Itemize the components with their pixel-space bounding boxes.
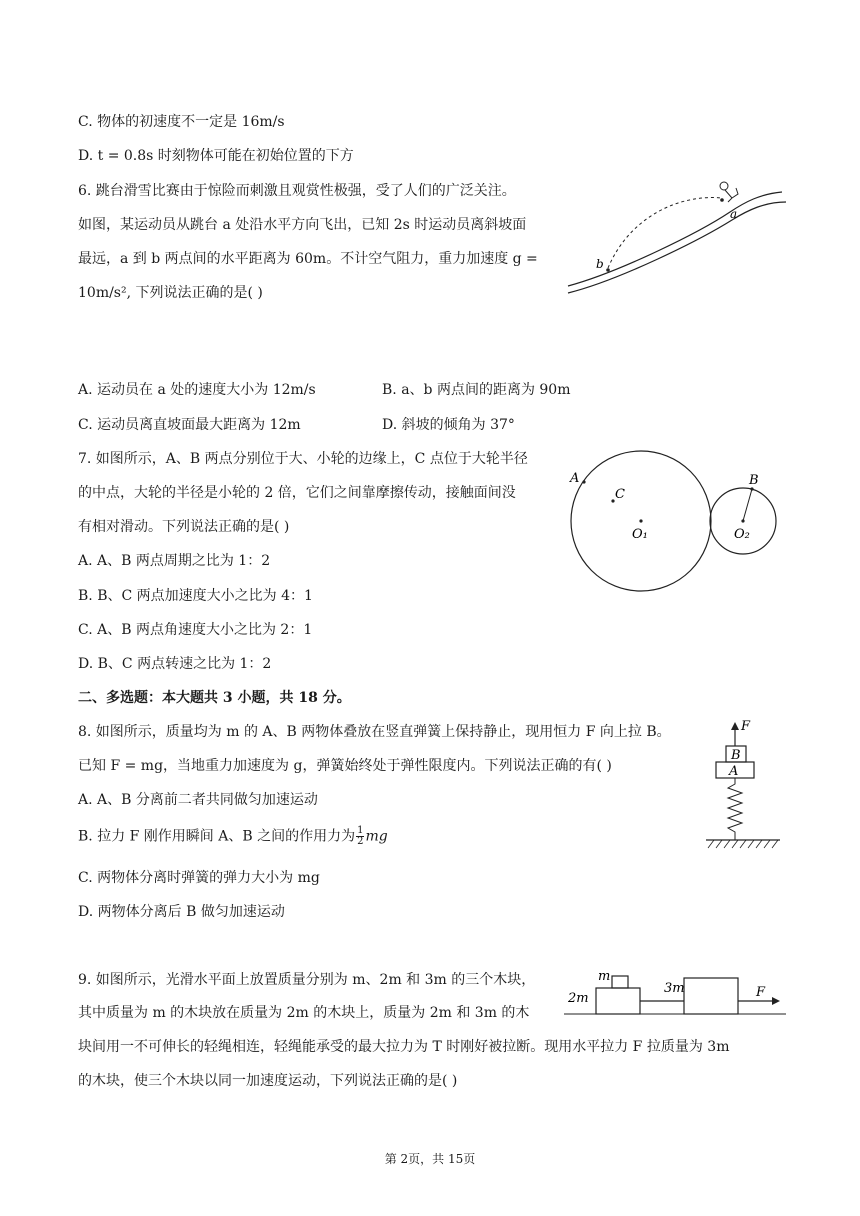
q9-stem-line1: 9. 如图所示，光滑水平面上放置质量分别为 m、2m 和 3m 的三个木块， bbox=[78, 972, 536, 988]
q8-stem-line1: 8. 如图所示，质量均为 m 的 A、B 两物体叠放在竖直弹簧上保持静止，现用恒力 F 向上拉 B。 bbox=[78, 724, 671, 740]
fraction-numerator: 1 bbox=[357, 825, 364, 836]
q8-option-c: C. 两物体分离时弹簧的弹力大小为 mg bbox=[78, 870, 320, 886]
force-label-f-horizontal: F bbox=[756, 985, 766, 1000]
q7-stem-line2: 的中点，大轮的半径是小轮的 2 倍，它们之间靠摩擦传动，接触面间没 bbox=[78, 485, 516, 501]
q7-option-c: C. A、B 两点角速度大小之比为 2：1 bbox=[78, 622, 313, 638]
q6-stem-line3: 最远，a 到 b 两点间的水平距离为 60m。不计空气阻力，重力加速度 g = bbox=[78, 251, 538, 267]
wheel-label-b: B bbox=[749, 473, 759, 488]
ski-label-b: b bbox=[596, 257, 604, 271]
q6-stem-line1: 6. 跳台滑雪比赛由于惊险而刺激且观赏性极强，受了人们的广泛关注。 bbox=[78, 183, 516, 199]
q5-option-c: C. 物体的初速度不一定是 16m/s bbox=[78, 114, 285, 130]
block-label-3m: 3m bbox=[664, 981, 685, 996]
q8-option-a: A. A、B 分离前二者共同做匀加速运动 bbox=[78, 792, 318, 808]
block-label-a: A bbox=[729, 764, 739, 779]
fraction-half bbox=[356, 826, 364, 847]
q6-option-c: C. 运动员离直坡面最大距离为 12m bbox=[78, 417, 301, 433]
q5-option-d: D. t = 0.8s 时刻物体可能在初始位置的下方 bbox=[78, 148, 354, 164]
q7-stem-line3: 有相对滑动。下列说法正确的是( ) bbox=[78, 519, 290, 535]
q8-option-b-unit: mg bbox=[365, 828, 388, 845]
q7-option-b: B. B、C 两点加速度大小之比为 4：1 bbox=[78, 588, 313, 604]
q6-option-a: A. 运动员在 a 处的速度大小为 12m/s bbox=[78, 382, 316, 398]
page-footer: 第 2页，共 15页 bbox=[384, 1152, 476, 1166]
wheel-label-o1: O₁ bbox=[632, 527, 648, 542]
q8-stem-line2: 已知 F = mg，当地重力加速度为 g，弹簧始终处于弹性限度内。下列说法正确的有( ) bbox=[78, 758, 612, 774]
q9-stem-line2: 其中质量为 m 的木块放在质量为 2m 的木块上，质量为 2m 和 3m 的木 bbox=[78, 1005, 530, 1021]
spring-blocks-figure bbox=[704, 716, 784, 852]
q7-option-d: D. B、C 两点转速之比为 1：2 bbox=[78, 656, 272, 672]
section-heading-multiple-choice: 二、多选题：本大题共 3 小题，共 18 分。 bbox=[78, 690, 351, 706]
ski-jump-figure bbox=[560, 176, 790, 298]
fraction-denominator: 2 bbox=[357, 836, 364, 847]
q6-stem-line2: 如图，某运动员从跳台 a 处沿水平方向飞出，已知 2s 时运动员离斜坡面 bbox=[78, 217, 527, 233]
q6-option-d: D. 斜坡的倾角为 37° bbox=[382, 417, 515, 433]
q8-option-b-text: B. 拉力 F 刚作用瞬间 A、B 之间的作用力为 bbox=[78, 828, 356, 845]
q7-stem-line1: 7. 如图所示，A、B 两点分别位于大、小轮的边缘上，C 点位于大轮半径 bbox=[78, 451, 528, 467]
wheel-label-o2: O₂ bbox=[734, 527, 750, 542]
q6-stem-line4: 10m/s², 下列说法正确的是( ) bbox=[78, 285, 263, 301]
q9-stem-line4: 的木块，使三个木块以同一加速度运动，下列说法正确的是( ) bbox=[78, 1073, 458, 1089]
q9-stem-line3: 块间用一不可伸长的轻绳相连，轻绳能承受的最大拉力为 T 时刚好被拉断。现用水平拉力 F 拉质量为 3m bbox=[78, 1039, 730, 1055]
wheel-label-a: A bbox=[570, 471, 580, 486]
q6-option-b: B. a、b 两点间的距离为 90m bbox=[382, 382, 571, 398]
block-label-m: m bbox=[598, 969, 611, 984]
q8-option-d: D. 两物体分离后 B 做匀加速运动 bbox=[78, 904, 285, 920]
block-label-b: B bbox=[731, 748, 741, 763]
force-label-f: F bbox=[741, 719, 751, 734]
block-label-2m: 2m bbox=[568, 991, 589, 1006]
q7-option-a: A. A、B 两点周期之比为 1：2 bbox=[78, 553, 271, 569]
wheel-label-c: C bbox=[615, 487, 625, 502]
ski-label-a: a bbox=[730, 207, 738, 221]
connected-blocks-figure bbox=[564, 962, 786, 1020]
q8-option-b bbox=[78, 826, 388, 847]
gear-wheels-figure bbox=[566, 446, 786, 596]
